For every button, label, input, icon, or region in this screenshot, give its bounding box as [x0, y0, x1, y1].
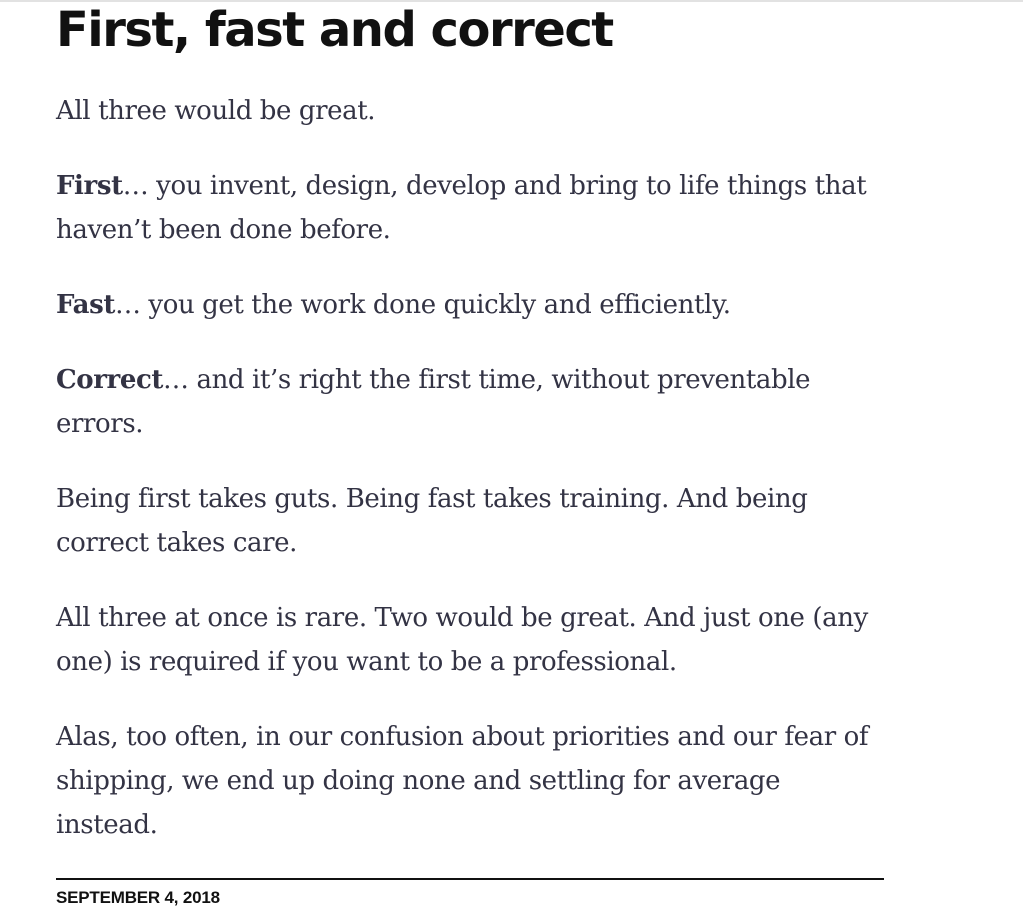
- paragraph-text: All three at once is rare. Two would be great. And just one (any one) is required if you want to be a professional.: [56, 603, 868, 677]
- paragraph-text: All three would be great.: [56, 96, 376, 126]
- paragraph-rare: [56, 596, 884, 684]
- blog-post: [56, 0, 884, 847]
- post-date[interactable]: SEPTEMBER 4, 2018: [56, 888, 220, 907]
- paragraph-lead: Correct: [56, 365, 164, 395]
- post-divider: [56, 878, 884, 880]
- paragraph-alas: [56, 715, 884, 847]
- paragraph-text: … you get the work done quickly and efficiently.: [114, 290, 731, 320]
- post-body: [56, 89, 884, 847]
- paragraph-all-three: [56, 89, 884, 133]
- paragraph-lead: Fast: [56, 290, 115, 320]
- post-title: First, fast and correct: [56, 2, 613, 58]
- paragraph-text: Alas, too often, in our confusion about priorities and our fear of shipping, we end up doing none and settling for average instead.: [56, 722, 869, 840]
- paragraph-correct: [56, 358, 884, 446]
- paragraph-lead: First: [56, 171, 123, 201]
- paragraph-text: … you invent, design, develop and bring to life things that haven’t been done before.: [56, 171, 867, 245]
- paragraph-first: [56, 164, 884, 252]
- paragraph-fast: [56, 283, 884, 327]
- paragraph-text: Being first takes guts. Being fast takes training. And being correct takes care.: [56, 484, 808, 558]
- paragraph-text: … and it’s right the first time, without preventable errors.: [56, 365, 811, 439]
- paragraph-takes: [56, 477, 884, 565]
